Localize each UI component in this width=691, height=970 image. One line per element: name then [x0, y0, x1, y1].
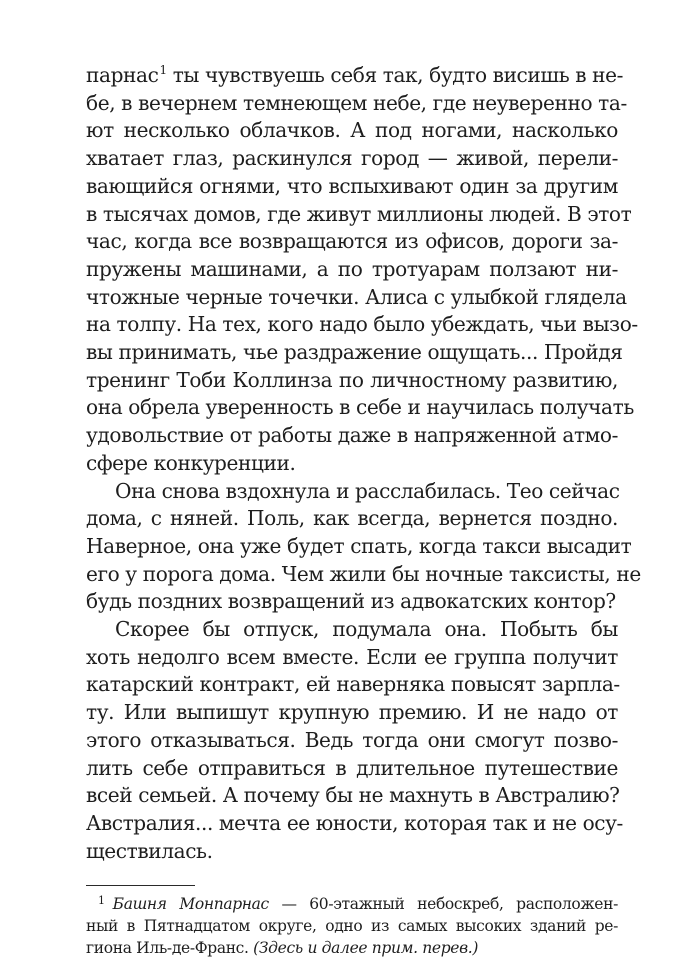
text-line: вающийся огнями, что вспыхивают один за другим	[86, 173, 618, 198]
text-line: в тысячах домов, где живут миллионы людей. В этот	[86, 201, 632, 226]
text-line: удовольствие от работы даже в напряженной атмо-	[86, 423, 618, 448]
footnote	[86, 893, 618, 959]
footnote-marker: 1	[159, 63, 167, 77]
text-line: пружены машинами, а по тротуарам ползают ни-	[86, 256, 618, 281]
text-line: ют несколько облачков. А под ногами, насколько	[86, 118, 618, 143]
paragraph-3	[86, 616, 623, 865]
text-line: Она снова вздохнула и расслабилась. Тео сейчас	[115, 478, 620, 503]
footnote-line: гиона Иль-де-Франс. (Здесь и далее прим. перев.)	[86, 939, 479, 957]
text-line: час, когда все возвращаются из офисов, дороги за-	[86, 229, 618, 254]
translator-note: (Здесь и далее прим. перев.)	[253, 939, 479, 957]
text-line: его у порога дома. Чем жили бы ночные таксисты, не	[86, 561, 641, 586]
footnote-line: $^1$ Башня Монпарнас — 60-этажный небоскреб, расположен-	[98, 894, 618, 913]
text-line: ту. Или выпишут крупную премию. И не надо от	[86, 700, 618, 725]
text-line: хватает глаз, раскинулся город — живой, перели-	[86, 146, 618, 171]
text-line: катарский контракт, ей наверняка повысят зарпла-	[86, 672, 620, 697]
text-line: Австралия... мечта ее юности, которая так и не осу-	[86, 810, 623, 835]
text-line: этого отказываться. Ведь тогда они смогут позво-	[86, 727, 618, 752]
footnote-divider	[86, 885, 195, 886]
footnote-term: Башня Монпарнас	[112, 895, 269, 913]
text-line: Наверное, она уже будет спать, когда такси высадит	[86, 533, 632, 558]
footnote-number: 1	[98, 894, 105, 907]
text-line: дома, с няней. Поль, как всегда, вернется поздно.	[86, 506, 618, 531]
text-line: бе, в вечернем темнеющем небе, где неуверенно та-	[86, 90, 627, 115]
text-line: тренинг Тоби Коллинза по личностному развитию,	[86, 367, 618, 392]
paragraph-1	[86, 62, 638, 478]
text-line: сфере конкуренции.	[86, 450, 296, 475]
text-line: вы принимать, чье раздражение ощущать... Пройдя	[86, 340, 623, 365]
text-line: лить себе отправиться в длительное путешествие	[86, 755, 618, 780]
text-line: всей семьей. А почему бы не махнуть в Австралию?	[86, 783, 620, 808]
text-line: чтожные черные точечки. Алиса с улыбкой глядела	[86, 284, 627, 309]
text-line: Скорее бы отпуск, подумала она. Побыть бы	[115, 617, 618, 642]
text-line: она обрела уверенность в себе и научилась получать	[86, 395, 634, 420]
text-line: на толпу. На тех, кого надо было убеждать, чьи вызо-	[86, 312, 638, 337]
text-line: будь поздних возвращений из адвокатских контор?	[86, 589, 616, 614]
text-line: ществилась.	[86, 838, 213, 863]
text-line: хоть недолго всем вместе. Если ее группа получит	[86, 644, 618, 669]
body-text	[86, 62, 641, 865]
footnote-line: ный в Пятнадцатом округе, одно из самых высоких зданий ре-	[86, 917, 618, 935]
paragraph-2	[86, 478, 641, 617]
text-line: парнас$^1$ ты чувствуешь себя так, будто висишь в не-	[86, 63, 623, 87]
